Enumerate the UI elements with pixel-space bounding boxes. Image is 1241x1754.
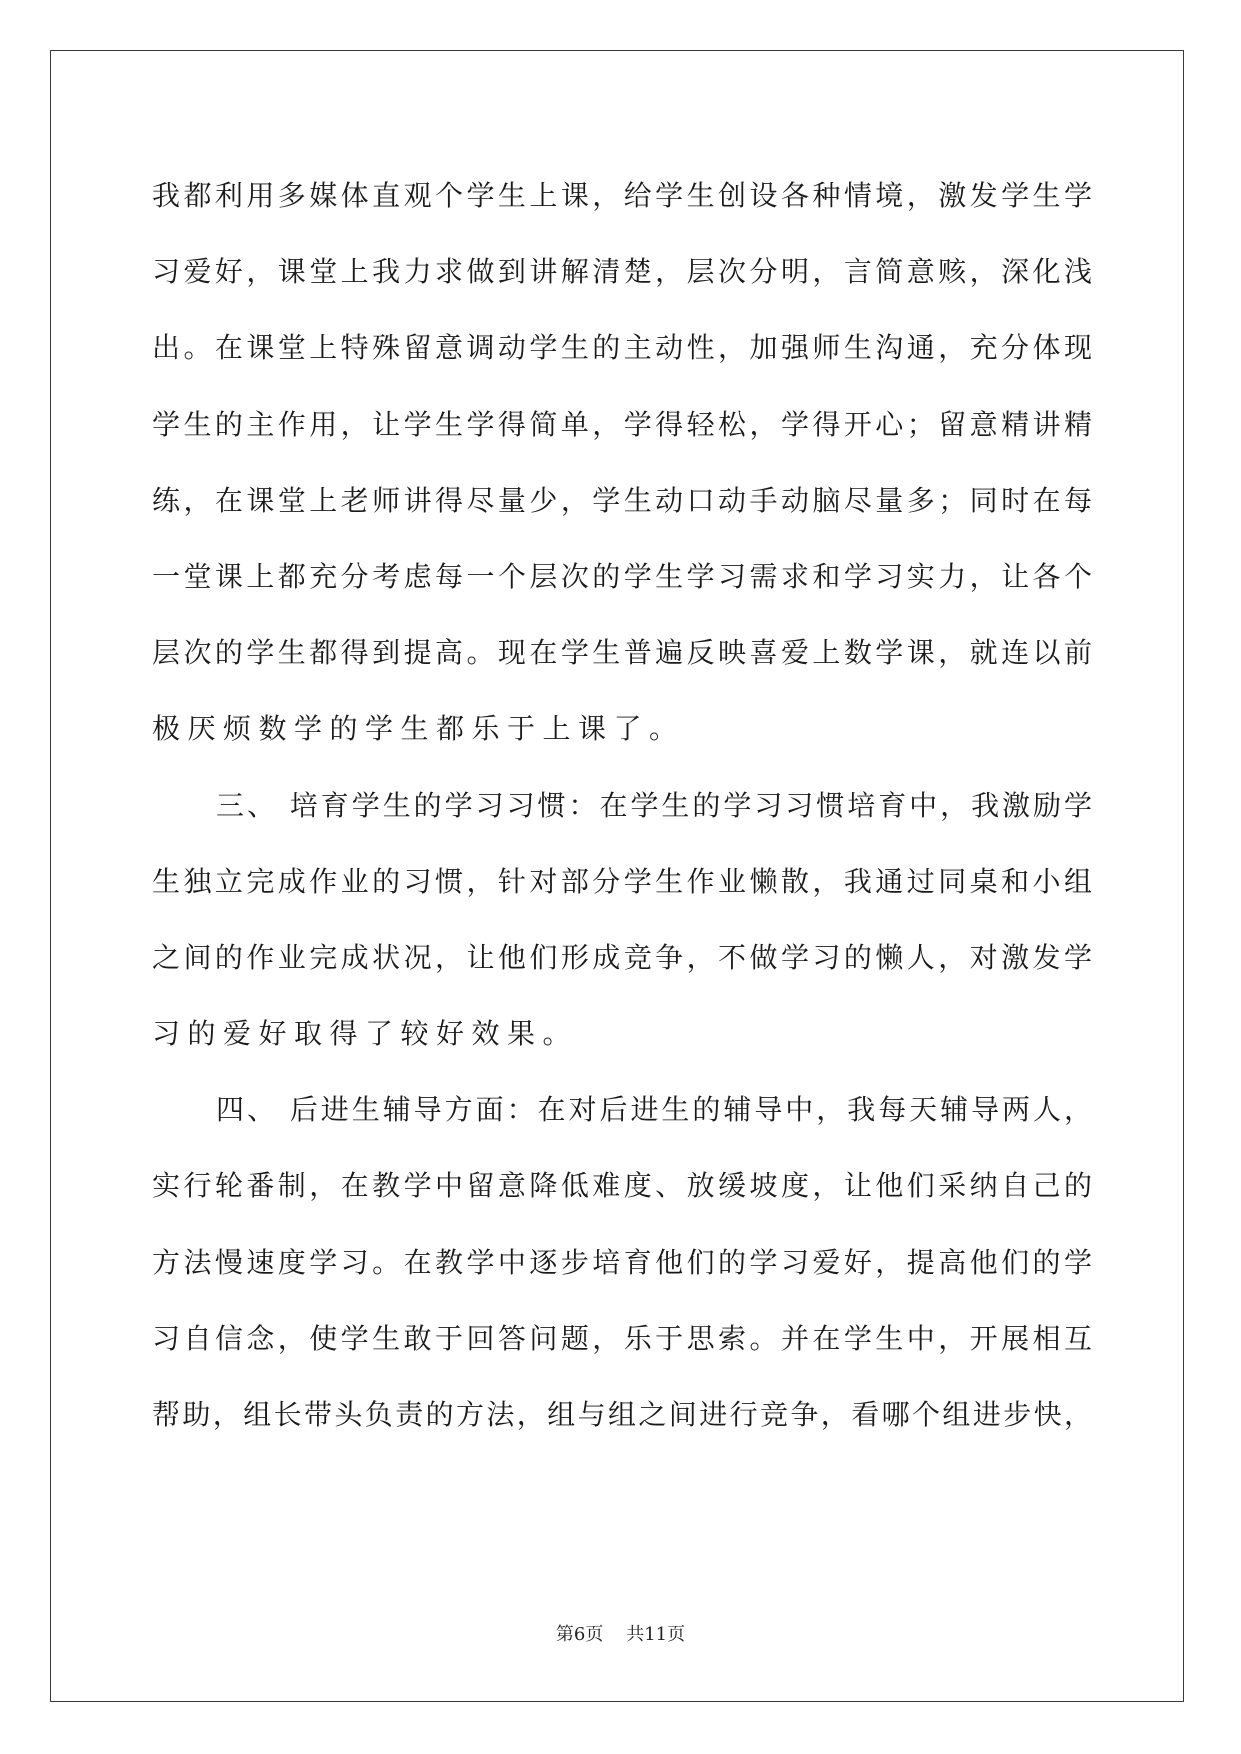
text-line: 练，在课堂上老师讲得尽量少，学生动口动手动脑尽量多；同时在每 <box>152 483 1092 517</box>
text-line: 四、 后进生辅导方面：在对后进生的辅导中，我每天辅导两人， <box>216 1093 1092 1127</box>
text-line: 一堂课上都充分考虑每一个层次的学生学习需求和学习实力，让各个 <box>152 559 1092 593</box>
document-body <box>152 158 1092 1453</box>
text-line: 方法慢速度学习。在教学中逐步培育他们的学习爱好，提高他们的学 <box>152 1245 1092 1279</box>
text-line: 习的爱好取得了较好效果。 <box>152 1017 579 1051</box>
text-line: 习自信念，使学生敢于回答问题，乐于思索。并在学生中，开展相互 <box>152 1321 1092 1355</box>
page-footer <box>0 1620 1241 1646</box>
text-line: 三、 培育学生的学习习惯：在学生的学习习惯培育中，我激励学 <box>216 788 1092 822</box>
text-line: 生独立完成作业的习惯，针对部分学生作业懒散，我通过同桌和小组 <box>152 864 1092 898</box>
text-line: 实行轮番制，在教学中留意降低难度、放缓坡度，让他们采纳自己的 <box>152 1169 1092 1203</box>
text-line: 层次的学生都得到提高。现在学生普遍反映喜爱上数学课，就连以前 <box>152 636 1092 670</box>
text-line: 极厌烦数学的学生都乐于上课了。 <box>152 712 685 746</box>
text-line: 出。在课堂上特殊留意调动学生的主动性，加强师生沟通，充分体现 <box>152 331 1092 365</box>
text-line: 我都利用多媒体直观个学生上课，给学生创设各种情境，激发学生学 <box>152 179 1092 212</box>
page-total: 共11页 <box>626 1624 686 1645</box>
text-line: 习爱好，课堂上我力求做到讲解清楚，层次分明，言简意赅，深化浅 <box>152 255 1092 289</box>
text-line: 学生的主作用，让学生学得简单，学得轻松，学得开心；留意精讲精 <box>152 407 1092 441</box>
text-line: 之间的作业完成状况，让他们形成竞争，不做学习的懒人，对激发学 <box>152 940 1092 974</box>
text-line: 帮助，组长带头负责的方法，组与组之间进行竞争，看哪个组进步快， <box>152 1398 1092 1431</box>
page-number: 第6页 <box>555 1624 604 1645</box>
